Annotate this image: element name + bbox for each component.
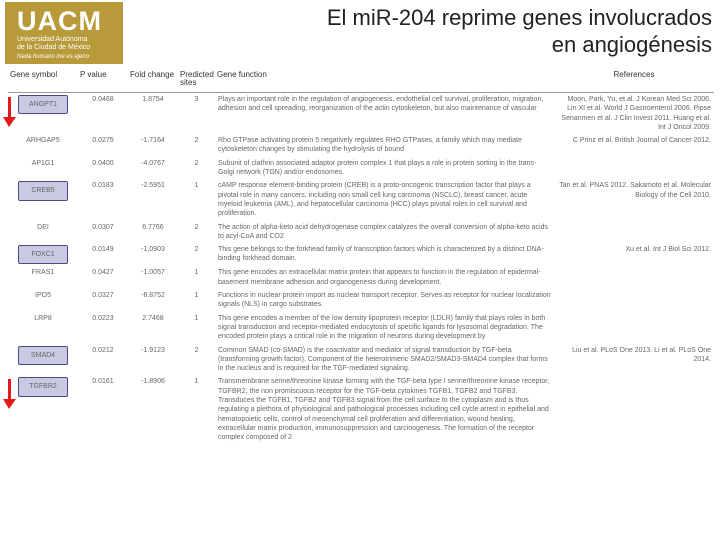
table-row bbox=[8, 179, 714, 220]
references-cell: Liu et al. PLoS One 2013. Li et al. PLoS One 2014. bbox=[572, 346, 711, 363]
references-cell bbox=[554, 375, 714, 444]
p-value-cell: 0.0212 bbox=[92, 346, 114, 354]
gene-function-cell: Functions in nuclear protein import as nuclear transport receptor. Serves as receptor for nuclear localization signals (NLS) in cargo substrates. bbox=[218, 292, 551, 309]
table-header-row bbox=[8, 70, 714, 93]
logo-motto: Nada humano me es ajeno bbox=[17, 54, 90, 60]
fold-change-cell: -4.0767 bbox=[141, 159, 165, 167]
predicted-sites-cell: 1 bbox=[194, 314, 199, 322]
gene-highlight-box: SMAD4 bbox=[18, 346, 68, 365]
gene-symbol-cell bbox=[8, 375, 78, 444]
table-body bbox=[8, 93, 714, 445]
gene-function-cell: This gene belongs to the forkhead family of transcription factors which is characterized by a distinct DNA-binding forkhead domain. bbox=[218, 246, 544, 263]
fold-change-cell: 2.7468 bbox=[142, 314, 164, 322]
gene-symbol-cell bbox=[8, 243, 78, 266]
predicted-sites-cell: 1 bbox=[194, 182, 199, 190]
references-cell bbox=[554, 157, 714, 180]
fold-change-cell: -2.5951 bbox=[141, 182, 165, 190]
references-cell: Tan et al. PNAS 2012. Sakamoto et al. Molecular Biology of the Cell 2010. bbox=[559, 182, 711, 199]
header-fold-change: Fold change bbox=[128, 70, 178, 93]
gene-function-cell: This gene encodes an extracellular matrix protein that appears to function in the regulation of epidermal-basement membrane adhesion and organogenesis during development. bbox=[218, 269, 541, 286]
p-value-cell: 0.0183 bbox=[92, 182, 114, 190]
gene-highlight-box: ANGPT1 bbox=[18, 95, 68, 114]
references-cell: Moon, Park, Yu, et al. J Korean Med Sci 2006. Lin XI et al. World J Gastroenterol 2006. Pipse Senanmen et al. J Clin Invest 2011. Huang et al. Int J Oncol 2009. bbox=[561, 96, 711, 131]
p-value-cell: 0.0161 bbox=[92, 378, 114, 386]
gene-highlight-box: TGFBR2 bbox=[18, 377, 68, 396]
gene-function-cell: Subunit of clathrin associated adaptor protein complex 1 that plays a role in protein sorting in the trans-Golgi network (TGN) and/or endosomes. bbox=[218, 159, 537, 177]
fold-change-cell: -1.7164 bbox=[141, 137, 165, 145]
gene-table-container bbox=[8, 70, 714, 540]
table-row bbox=[8, 375, 714, 444]
gene-function-cell: cAMP response element-binding protein (CREB) is a proto-oncogenic transcription factor that plays a pivotal role in many cancers, including non small cell lung carcinoma (NSCLC), breast cancer, acute myeloid leukemia (AML), and hepatocellular carcinoma (HCC) plays pivotal roles in cell survival and proliferation. bbox=[218, 182, 531, 218]
fold-change-cell: 1.8754 bbox=[142, 96, 164, 103]
references-cell bbox=[554, 266, 714, 289]
logo-name: UACM bbox=[17, 6, 102, 36]
gene-symbol-cell: FRAS1 bbox=[31, 269, 55, 277]
gene-highlight-box: CREB5 bbox=[18, 181, 68, 200]
references-cell bbox=[554, 221, 714, 244]
gene-function-cell: Transmembrane serine/threonine kinase forming with the TGF-beta type I serine/threonine kinase receptor, TGFBR2, the non promiscuous receptor for the TGF-beta cytokines TGFB1, TGFB2 and TGFB3. Transduces the TGFB1, TGFB2 and TGFB3 signal from the cell surface to the cytoplasm and is thus regulating a plethora of physiological and pathological processes including cell cycle arrest in epithelial and hematopoietic cells, control of mesenchymal cell proliferation and differentiation, wound healing, extracellular matrix production, immunosuppression and carcinogenesis. The formation of the receptor complex composed of 2 bbox=[218, 378, 550, 442]
table-row bbox=[8, 344, 714, 376]
references-cell bbox=[554, 289, 714, 312]
slide-header bbox=[0, 0, 720, 62]
references-cell bbox=[554, 312, 714, 344]
gene-symbol-cell bbox=[8, 93, 78, 135]
predicted-sites-cell: 1 bbox=[194, 378, 199, 386]
references-cell: C Prinz et al. British Journal of Cancer 2012. bbox=[572, 137, 711, 145]
gene-symbol-cell bbox=[8, 344, 78, 376]
header-gene-function: Gene function bbox=[215, 70, 554, 93]
p-value-cell: 0.0400 bbox=[92, 159, 114, 167]
logo-subtitle-1: Universidad Autónoma bbox=[17, 36, 88, 43]
predicted-sites-cell: 2 bbox=[194, 137, 199, 145]
header-gene-symbol: Gene symbol bbox=[8, 70, 78, 93]
gene-table bbox=[8, 70, 714, 445]
predicted-sites-cell: 1 bbox=[194, 292, 199, 300]
table-row bbox=[8, 157, 714, 180]
table-row bbox=[8, 289, 714, 312]
fold-change-cell: 6.7766 bbox=[142, 223, 164, 231]
gene-symbol-cell bbox=[8, 179, 78, 220]
logo-subtitle-2: de la Ciudad de México bbox=[17, 44, 91, 51]
gene-function-cell: The action of alpha-keto acid dehydrogenase complex catalyzes the overall conversion of alpha-keto acids to acyl-CoA and CO2 bbox=[218, 223, 548, 240]
p-value-cell: 0.0468 bbox=[92, 96, 114, 103]
p-value-cell: 0.0149 bbox=[92, 246, 114, 254]
predicted-sites-cell: 3 bbox=[194, 96, 199, 103]
header-predicted-sites: Predicted sites bbox=[178, 70, 215, 93]
gene-function-cell: This gene encodes a member of the low density lipoprotein receptor (LDLR) family that plays roles in both signal transduction and receptor-mediated endocytosis of specific ligands for lysosomal degradation. The encoded protein plays a critical role in the migration of neurons during development by bbox=[218, 314, 546, 341]
fold-change-cell: -6.8752 bbox=[141, 292, 165, 300]
gene-highlight-box: FOXC1 bbox=[18, 245, 68, 264]
p-value-cell: 0.0307 bbox=[92, 223, 114, 231]
gene-symbol-cell: AP1G1 bbox=[31, 159, 55, 167]
p-value-cell: 0.0327 bbox=[92, 292, 114, 300]
gene-symbol-cell: LRP8 bbox=[34, 314, 52, 322]
predicted-sites-cell: 1 bbox=[194, 269, 199, 277]
p-value-cell: 0.0223 bbox=[92, 314, 114, 322]
table-row bbox=[8, 312, 714, 344]
gene-function-cell: Common SMAD (co-SMAD) is the coactivator and mediator of signal transduction by TGF-beta (transforming growth factor). Component of the heterotrimeric SMAD2/SMAD3-SMAD4 complex that forms in the nucleus and is required for the TGF-mediated signaling. bbox=[218, 346, 548, 373]
gene-symbol-cell: IPO5 bbox=[35, 292, 51, 300]
fold-change-cell: -1.0903 bbox=[141, 246, 165, 254]
slide-title-line-2: en angiogénesis bbox=[551, 32, 712, 57]
slide-title-line-1: El miR-204 reprime genes involucrados bbox=[326, 5, 712, 30]
uacm-logo bbox=[5, 2, 123, 64]
gene-symbol-cell: DEI bbox=[37, 223, 49, 231]
table-row bbox=[8, 134, 714, 157]
header-p-value: P value bbox=[78, 70, 128, 93]
fold-change-cell: -1.8906 bbox=[141, 378, 165, 386]
fold-change-cell: -1.0057 bbox=[141, 269, 165, 277]
table-row bbox=[8, 266, 714, 289]
gene-symbol-cell: ARHGAP5 bbox=[26, 137, 60, 145]
header-references: References bbox=[554, 70, 714, 93]
predicted-sites-cell: 2 bbox=[194, 246, 199, 254]
predicted-sites-cell: 2 bbox=[194, 223, 199, 231]
predicted-sites-cell: 2 bbox=[194, 346, 199, 354]
gene-function-cell: Plays an important role in the regulation of angiogenesis, endothelial cell survival, proliferation, migration, adhesion and cell spreading, reorganization of the actin cytoskeleton, but also maintenance of vascular bbox=[218, 96, 544, 113]
slide-title bbox=[192, 4, 712, 58]
table-row bbox=[8, 243, 714, 266]
table-row bbox=[8, 93, 714, 135]
p-value-cell: 0.0275 bbox=[92, 137, 114, 145]
p-value-cell: 0.0427 bbox=[92, 269, 114, 277]
table-row bbox=[8, 221, 714, 244]
fold-change-cell: -1.9123 bbox=[141, 346, 165, 354]
predicted-sites-cell: 2 bbox=[194, 159, 199, 167]
gene-function-cell: Rho GTPase activating protein 5 negatively regulates RHO GTPases, a family which may mediate cytoskeleton changes by stimulating the hydrolysis of bound bbox=[218, 137, 522, 154]
references-cell: Xu et al. Int J Biol Sci 2012. bbox=[625, 246, 711, 254]
